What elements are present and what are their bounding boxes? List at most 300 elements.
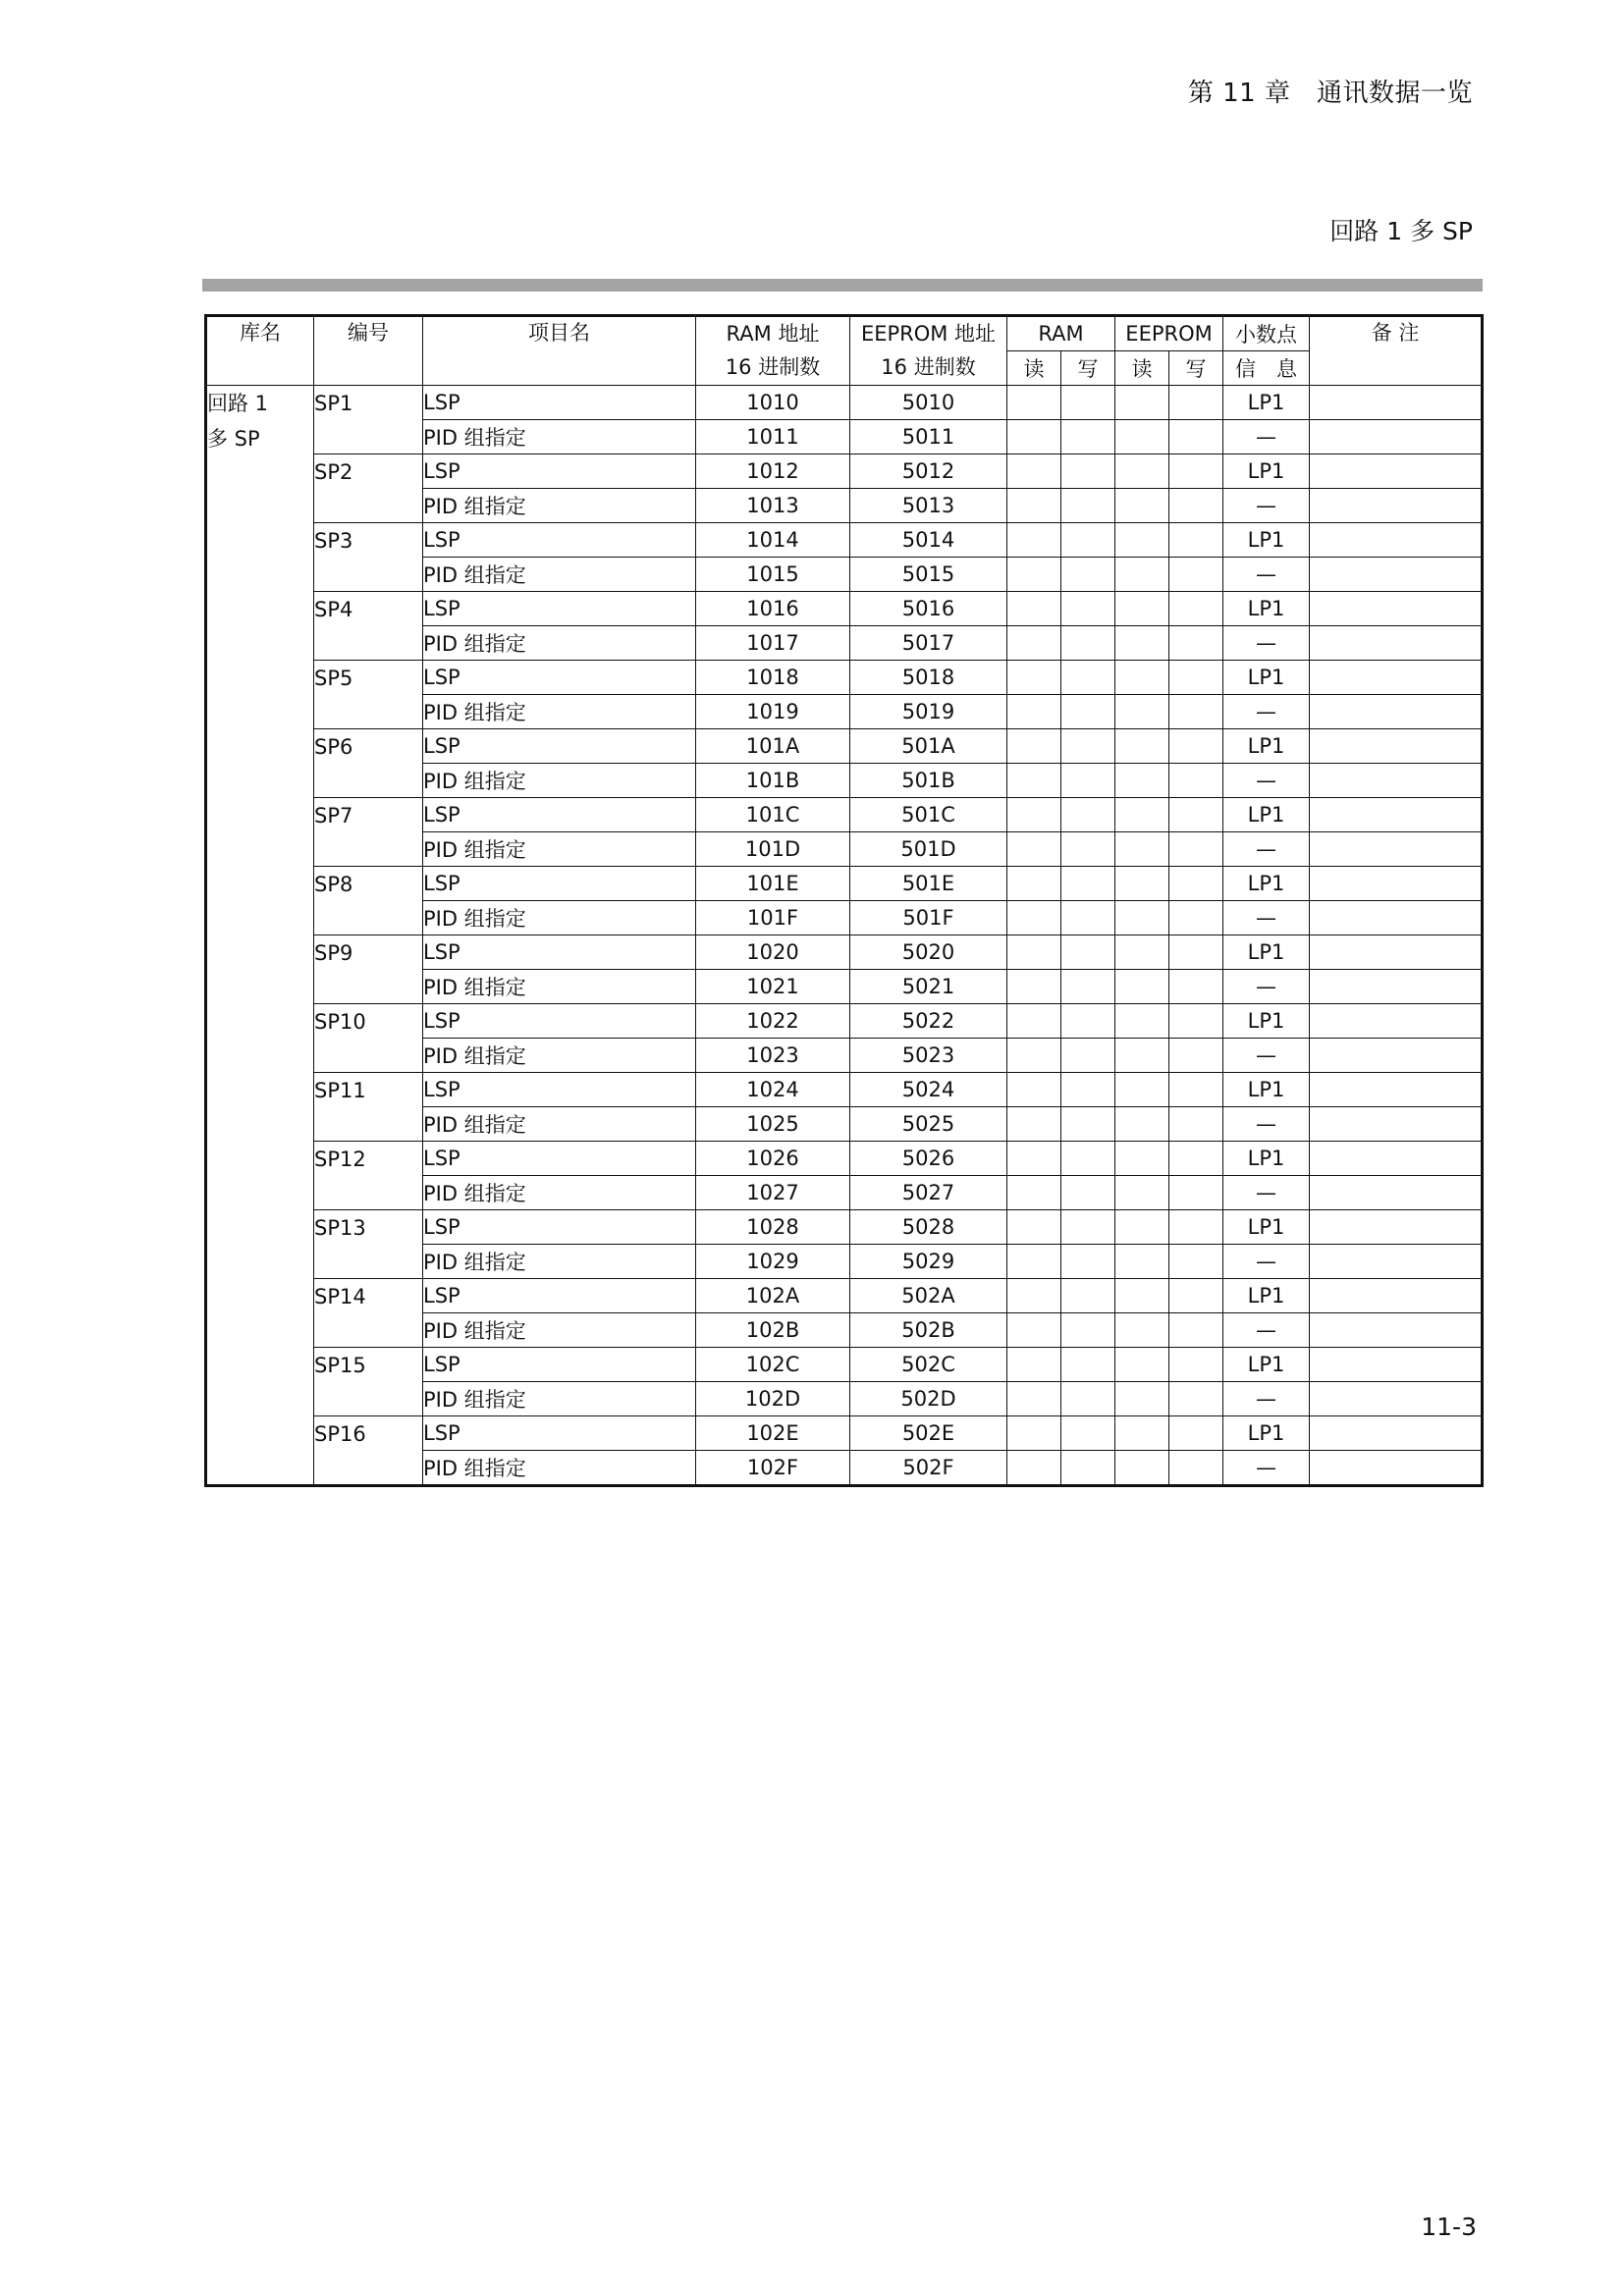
- eeprom-address-cell: 5014: [850, 523, 1007, 558]
- notes-cell: [1310, 592, 1483, 626]
- header-ram-address-line1: RAM 地址: [726, 322, 820, 346]
- ram-address-cell: 1012: [696, 454, 850, 489]
- ram-read-cell: [1007, 523, 1061, 558]
- sp-number-cell: SP12: [314, 1142, 423, 1210]
- table-row: [206, 867, 1483, 901]
- ram-write-cell: [1061, 1107, 1115, 1142]
- table-row: [206, 1142, 1483, 1176]
- decimal-info-cell: —: [1223, 626, 1310, 661]
- eeprom-write-cell: [1169, 1107, 1223, 1142]
- ram-write-cell: [1061, 832, 1115, 867]
- item-name-cell: PID 组指定: [423, 420, 696, 454]
- table-row: [206, 729, 1483, 764]
- sp-number-cell: SP2: [314, 454, 423, 523]
- item-name-cell: LSP: [423, 1004, 696, 1039]
- ram-address-cell: 1028: [696, 1210, 850, 1245]
- ram-address-cell: 1026: [696, 1142, 850, 1176]
- table-row: [206, 1279, 1483, 1313]
- item-name-cell: PID 组指定: [423, 764, 696, 798]
- eeprom-read-cell: [1115, 489, 1169, 523]
- eeprom-address-cell: 5023: [850, 1039, 1007, 1073]
- eeprom-read-cell: [1115, 386, 1169, 420]
- eeprom-address-cell: 502F: [850, 1451, 1007, 1486]
- item-name-cell: PID 组指定: [423, 489, 696, 523]
- ram-address-cell: 102A: [696, 1279, 850, 1313]
- notes-cell: [1310, 1210, 1483, 1245]
- eeprom-write-cell: [1169, 523, 1223, 558]
- section-title: 回路 1 多 SP: [1329, 217, 1473, 245]
- ram-write-cell: [1061, 1142, 1115, 1176]
- header-ram-address: [696, 316, 850, 386]
- eeprom-write-cell: [1169, 454, 1223, 489]
- ram-address-cell: 1011: [696, 420, 850, 454]
- decimal-info-cell: —: [1223, 1451, 1310, 1486]
- sp-number-cell: SP4: [314, 592, 423, 661]
- sp-number-cell: SP8: [314, 867, 423, 935]
- library-name-line1: 回路 1: [207, 392, 269, 415]
- decimal-info-cell: —: [1223, 695, 1310, 729]
- ram-address-cell: 102B: [696, 1313, 850, 1348]
- eeprom-address-cell: 5029: [850, 1245, 1007, 1279]
- ram-write-cell: [1061, 386, 1115, 420]
- notes-cell: [1310, 867, 1483, 901]
- ram-read-cell: [1007, 1073, 1061, 1107]
- item-name-cell: PID 组指定: [423, 832, 696, 867]
- ram-address-cell: 1027: [696, 1176, 850, 1210]
- notes-cell: [1310, 1004, 1483, 1039]
- decimal-info-cell: —: [1223, 1382, 1310, 1416]
- item-name-cell: LSP: [423, 1348, 696, 1382]
- item-name-cell: LSP: [423, 1210, 696, 1245]
- notes-cell: [1310, 1451, 1483, 1486]
- item-name-cell: PID 组指定: [423, 901, 696, 935]
- notes-cell: [1310, 970, 1483, 1004]
- ram-read-cell: [1007, 1451, 1061, 1486]
- ram-read-cell: [1007, 592, 1061, 626]
- table-row: [206, 935, 1483, 970]
- notes-cell: [1310, 1142, 1483, 1176]
- header-eeprom-read: 读: [1115, 351, 1169, 386]
- eeprom-address-cell: 5024: [850, 1073, 1007, 1107]
- eeprom-read-cell: [1115, 695, 1169, 729]
- table-row: [206, 1210, 1483, 1245]
- eeprom-read-cell: [1115, 935, 1169, 970]
- item-name-cell: PID 组指定: [423, 1176, 696, 1210]
- item-name-cell: LSP: [423, 523, 696, 558]
- eeprom-address-cell: 5019: [850, 695, 1007, 729]
- eeprom-read-cell: [1115, 1073, 1169, 1107]
- notes-cell: [1310, 1107, 1483, 1142]
- eeprom-read-cell: [1115, 867, 1169, 901]
- decimal-info-cell: LP1: [1223, 935, 1310, 970]
- ram-address-cell: 101E: [696, 867, 850, 901]
- eeprom-address-cell: 5025: [850, 1107, 1007, 1142]
- sp-number-cell: SP16: [314, 1416, 423, 1486]
- decimal-info-cell: —: [1223, 970, 1310, 1004]
- eeprom-read-cell: [1115, 764, 1169, 798]
- notes-cell: [1310, 454, 1483, 489]
- decimal-info-cell: —: [1223, 1107, 1310, 1142]
- header-item: 项目名: [423, 316, 696, 386]
- eeprom-write-cell: [1169, 592, 1223, 626]
- notes-cell: [1310, 935, 1483, 970]
- ram-address-cell: 1023: [696, 1039, 850, 1073]
- ram-address-cell: 1029: [696, 1245, 850, 1279]
- eeprom-address-cell: 502D: [850, 1382, 1007, 1416]
- eeprom-address-cell: 501F: [850, 901, 1007, 935]
- eeprom-read-cell: [1115, 420, 1169, 454]
- decimal-info-cell: LP1: [1223, 1142, 1310, 1176]
- ram-read-cell: [1007, 661, 1061, 695]
- eeprom-address-cell: 502C: [850, 1348, 1007, 1382]
- eeprom-read-cell: [1115, 729, 1169, 764]
- item-name-cell: LSP: [423, 661, 696, 695]
- ram-write-cell: [1061, 970, 1115, 1004]
- sp-number-cell: SP14: [314, 1279, 423, 1348]
- eeprom-read-cell: [1115, 1279, 1169, 1313]
- table-row: [206, 798, 1483, 832]
- header-eeprom-write: 写: [1169, 351, 1223, 386]
- eeprom-write-cell: [1169, 1039, 1223, 1073]
- decimal-info-cell: LP1: [1223, 867, 1310, 901]
- notes-cell: [1310, 1176, 1483, 1210]
- decimal-info-cell: LP1: [1223, 1073, 1310, 1107]
- eeprom-address-cell: 5026: [850, 1142, 1007, 1176]
- ram-address-cell: 1015: [696, 558, 850, 592]
- item-name-cell: LSP: [423, 867, 696, 901]
- item-name-cell: LSP: [423, 1142, 696, 1176]
- header-eeprom-address-line1: EEPROM 地址: [860, 322, 997, 346]
- eeprom-read-cell: [1115, 1142, 1169, 1176]
- eeprom-read-cell: [1115, 523, 1169, 558]
- eeprom-read-cell: [1115, 798, 1169, 832]
- sp-number-cell: SP13: [314, 1210, 423, 1279]
- eeprom-write-cell: [1169, 1382, 1223, 1416]
- ram-write-cell: [1061, 695, 1115, 729]
- table-row: [206, 1004, 1483, 1039]
- notes-cell: [1310, 901, 1483, 935]
- item-name-cell: LSP: [423, 454, 696, 489]
- ram-write-cell: [1061, 798, 1115, 832]
- notes-cell: [1310, 729, 1483, 764]
- ram-write-cell: [1061, 729, 1115, 764]
- eeprom-address-cell: 5028: [850, 1210, 1007, 1245]
- header-number: 编号: [314, 316, 423, 386]
- ram-read-cell: [1007, 935, 1061, 970]
- eeprom-read-cell: [1115, 1313, 1169, 1348]
- decimal-info-cell: —: [1223, 1176, 1310, 1210]
- header-eeprom-address: [850, 316, 1007, 386]
- ram-read-cell: [1007, 798, 1061, 832]
- ram-address-cell: 1018: [696, 661, 850, 695]
- eeprom-address-cell: 502B: [850, 1313, 1007, 1348]
- header-notes: 备 注: [1310, 316, 1483, 386]
- ram-read-cell: [1007, 970, 1061, 1004]
- table-body: [206, 386, 1483, 1486]
- eeprom-read-cell: [1115, 1348, 1169, 1382]
- chapter-header: 第 11 章 通讯数据一览: [1187, 79, 1473, 108]
- eeprom-write-cell: [1169, 695, 1223, 729]
- table-row: [206, 661, 1483, 695]
- item-name-cell: LSP: [423, 1279, 696, 1313]
- ram-address-cell: 1016: [696, 592, 850, 626]
- notes-cell: [1310, 420, 1483, 454]
- item-name-cell: LSP: [423, 1416, 696, 1451]
- notes-cell: [1310, 832, 1483, 867]
- header-library: 库名: [206, 316, 314, 386]
- eeprom-read-cell: [1115, 592, 1169, 626]
- eeprom-write-cell: [1169, 1073, 1223, 1107]
- eeprom-address-cell: 5017: [850, 626, 1007, 661]
- sp-number-cell: SP10: [314, 1004, 423, 1073]
- eeprom-address-cell: 5015: [850, 558, 1007, 592]
- decimal-info-cell: LP1: [1223, 1279, 1310, 1313]
- ram-write-cell: [1061, 1313, 1115, 1348]
- eeprom-write-cell: [1169, 661, 1223, 695]
- decimal-info-cell: LP1: [1223, 1004, 1310, 1039]
- ram-address-cell: 1025: [696, 1107, 850, 1142]
- sp-number-cell: SP7: [314, 798, 423, 867]
- item-name-cell: LSP: [423, 798, 696, 832]
- ram-address-cell: 1014: [696, 523, 850, 558]
- notes-cell: [1310, 1279, 1483, 1313]
- ram-read-cell: [1007, 695, 1061, 729]
- ram-write-cell: [1061, 489, 1115, 523]
- ram-read-cell: [1007, 1039, 1061, 1073]
- notes-cell: [1310, 1245, 1483, 1279]
- ram-read-cell: [1007, 1416, 1061, 1451]
- eeprom-write-cell: [1169, 1210, 1223, 1245]
- table-row: [206, 1348, 1483, 1382]
- table-header: [206, 316, 1483, 386]
- eeprom-write-cell: [1169, 489, 1223, 523]
- ram-write-cell: [1061, 454, 1115, 489]
- ram-read-cell: [1007, 1142, 1061, 1176]
- eeprom-address-cell: 5020: [850, 935, 1007, 970]
- ram-write-cell: [1061, 764, 1115, 798]
- eeprom-address-cell: 5010: [850, 386, 1007, 420]
- header-rule: [202, 279, 1483, 292]
- ram-read-cell: [1007, 489, 1061, 523]
- page-number: 11-3: [1421, 2213, 1477, 2241]
- ram-address-cell: 101F: [696, 901, 850, 935]
- table-row: [206, 523, 1483, 558]
- eeprom-read-cell: [1115, 1210, 1169, 1245]
- header-ram-write: 写: [1061, 351, 1115, 386]
- ram-address-cell: 1022: [696, 1004, 850, 1039]
- eeprom-address-cell: 501E: [850, 867, 1007, 901]
- eeprom-write-cell: [1169, 420, 1223, 454]
- eeprom-write-cell: [1169, 764, 1223, 798]
- eeprom-address-cell: 502E: [850, 1416, 1007, 1451]
- library-name-line2: 多 SP: [207, 427, 260, 451]
- eeprom-read-cell: [1115, 901, 1169, 935]
- ram-address-cell: 1020: [696, 935, 850, 970]
- ram-write-cell: [1061, 867, 1115, 901]
- ram-write-cell: [1061, 935, 1115, 970]
- eeprom-read-cell: [1115, 1245, 1169, 1279]
- decimal-info-cell: LP1: [1223, 1348, 1310, 1382]
- header-decimal-line2: 信 息: [1223, 351, 1310, 386]
- sp-number-cell: SP6: [314, 729, 423, 798]
- item-name-cell: PID 组指定: [423, 1245, 696, 1279]
- library-cell: [206, 386, 314, 1486]
- decimal-info-cell: —: [1223, 764, 1310, 798]
- ram-write-cell: [1061, 1039, 1115, 1073]
- decimal-info-cell: LP1: [1223, 798, 1310, 832]
- item-name-cell: PID 组指定: [423, 695, 696, 729]
- item-name-cell: LSP: [423, 729, 696, 764]
- ram-address-cell: 1010: [696, 386, 850, 420]
- eeprom-write-cell: [1169, 901, 1223, 935]
- ram-write-cell: [1061, 1245, 1115, 1279]
- ram-read-cell: [1007, 558, 1061, 592]
- header-decimal-line1: 小数点: [1223, 316, 1310, 351]
- ram-write-cell: [1061, 1004, 1115, 1039]
- ram-write-cell: [1061, 1416, 1115, 1451]
- ram-read-cell: [1007, 729, 1061, 764]
- decimal-info-cell: —: [1223, 832, 1310, 867]
- notes-cell: [1310, 798, 1483, 832]
- eeprom-write-cell: [1169, 1451, 1223, 1486]
- notes-cell: [1310, 1313, 1483, 1348]
- ram-write-cell: [1061, 1210, 1115, 1245]
- item-name-cell: LSP: [423, 386, 696, 420]
- decimal-info-cell: —: [1223, 420, 1310, 454]
- notes-cell: [1310, 1382, 1483, 1416]
- eeprom-read-cell: [1115, 661, 1169, 695]
- ram-read-cell: [1007, 1210, 1061, 1245]
- ram-read-cell: [1007, 454, 1061, 489]
- item-name-cell: LSP: [423, 935, 696, 970]
- ram-read-cell: [1007, 901, 1061, 935]
- table-row: [206, 1416, 1483, 1451]
- ram-address-cell: 101C: [696, 798, 850, 832]
- notes-cell: [1310, 661, 1483, 695]
- eeprom-write-cell: [1169, 970, 1223, 1004]
- sp-number-cell: SP1: [314, 386, 423, 454]
- eeprom-address-cell: 502A: [850, 1279, 1007, 1313]
- eeprom-read-cell: [1115, 1416, 1169, 1451]
- ram-read-cell: [1007, 867, 1061, 901]
- ram-read-cell: [1007, 1348, 1061, 1382]
- item-name-cell: PID 组指定: [423, 626, 696, 661]
- item-name-cell: PID 组指定: [423, 1313, 696, 1348]
- decimal-info-cell: —: [1223, 1039, 1310, 1073]
- ram-address-cell: 102F: [696, 1451, 850, 1486]
- ram-address-cell: 1021: [696, 970, 850, 1004]
- decimal-info-cell: LP1: [1223, 592, 1310, 626]
- table-row: [206, 1073, 1483, 1107]
- sp-number-cell: SP9: [314, 935, 423, 1004]
- eeprom-address-cell: 5022: [850, 1004, 1007, 1039]
- ram-read-cell: [1007, 1279, 1061, 1313]
- eeprom-write-cell: [1169, 1348, 1223, 1382]
- header-ram-read: 读: [1007, 351, 1061, 386]
- eeprom-read-cell: [1115, 454, 1169, 489]
- ram-read-cell: [1007, 1245, 1061, 1279]
- ram-write-cell: [1061, 1382, 1115, 1416]
- eeprom-address-cell: 501B: [850, 764, 1007, 798]
- decimal-info-cell: LP1: [1223, 454, 1310, 489]
- item-name-cell: LSP: [423, 1073, 696, 1107]
- header-ram: RAM: [1007, 316, 1115, 351]
- ram-write-cell: [1061, 1176, 1115, 1210]
- ram-write-cell: [1061, 592, 1115, 626]
- eeprom-read-cell: [1115, 1004, 1169, 1039]
- eeprom-write-cell: [1169, 386, 1223, 420]
- eeprom-write-cell: [1169, 1279, 1223, 1313]
- notes-cell: [1310, 1073, 1483, 1107]
- eeprom-address-cell: 501D: [850, 832, 1007, 867]
- notes-cell: [1310, 626, 1483, 661]
- decimal-info-cell: LP1: [1223, 1210, 1310, 1245]
- ram-address-cell: 101A: [696, 729, 850, 764]
- eeprom-write-cell: [1169, 729, 1223, 764]
- eeprom-write-cell: [1169, 798, 1223, 832]
- item-name-cell: PID 组指定: [423, 558, 696, 592]
- notes-cell: [1310, 386, 1483, 420]
- eeprom-read-cell: [1115, 970, 1169, 1004]
- ram-address-cell: 102C: [696, 1348, 850, 1382]
- decimal-info-cell: —: [1223, 558, 1310, 592]
- sp-number-cell: SP11: [314, 1073, 423, 1142]
- notes-cell: [1310, 764, 1483, 798]
- decimal-info-cell: —: [1223, 1245, 1310, 1279]
- table-row: [206, 592, 1483, 626]
- eeprom-write-cell: [1169, 867, 1223, 901]
- decimal-info-cell: —: [1223, 489, 1310, 523]
- ram-address-cell: 1017: [696, 626, 850, 661]
- sp-number-cell: SP15: [314, 1348, 423, 1416]
- eeprom-write-cell: [1169, 1176, 1223, 1210]
- item-name-cell: PID 组指定: [423, 1039, 696, 1073]
- eeprom-write-cell: [1169, 1142, 1223, 1176]
- ram-address-cell: 102D: [696, 1382, 850, 1416]
- ram-read-cell: [1007, 420, 1061, 454]
- header-eeprom-address-line2: 16 进制数: [881, 355, 976, 379]
- ram-write-cell: [1061, 1073, 1115, 1107]
- eeprom-read-cell: [1115, 832, 1169, 867]
- eeprom-read-cell: [1115, 626, 1169, 661]
- decimal-info-cell: LP1: [1223, 523, 1310, 558]
- eeprom-write-cell: [1169, 558, 1223, 592]
- table-row: [206, 454, 1483, 489]
- item-name-cell: PID 组指定: [423, 970, 696, 1004]
- sp-number-cell: SP3: [314, 523, 423, 592]
- ram-write-cell: [1061, 420, 1115, 454]
- ram-write-cell: [1061, 661, 1115, 695]
- ram-address-cell: 1024: [696, 1073, 850, 1107]
- eeprom-write-cell: [1169, 935, 1223, 970]
- ram-address-cell: 1019: [696, 695, 850, 729]
- table-row: [206, 386, 1483, 420]
- eeprom-address-cell: 501C: [850, 798, 1007, 832]
- ram-read-cell: [1007, 1004, 1061, 1039]
- data-table: [204, 314, 1484, 1487]
- item-name-cell: PID 组指定: [423, 1382, 696, 1416]
- ram-write-cell: [1061, 901, 1115, 935]
- ram-write-cell: [1061, 523, 1115, 558]
- eeprom-address-cell: 5013: [850, 489, 1007, 523]
- eeprom-address-cell: 5012: [850, 454, 1007, 489]
- ram-write-cell: [1061, 1451, 1115, 1486]
- ram-address-cell: 101B: [696, 764, 850, 798]
- decimal-info-cell: LP1: [1223, 661, 1310, 695]
- ram-read-cell: [1007, 832, 1061, 867]
- eeprom-address-cell: 5011: [850, 420, 1007, 454]
- notes-cell: [1310, 558, 1483, 592]
